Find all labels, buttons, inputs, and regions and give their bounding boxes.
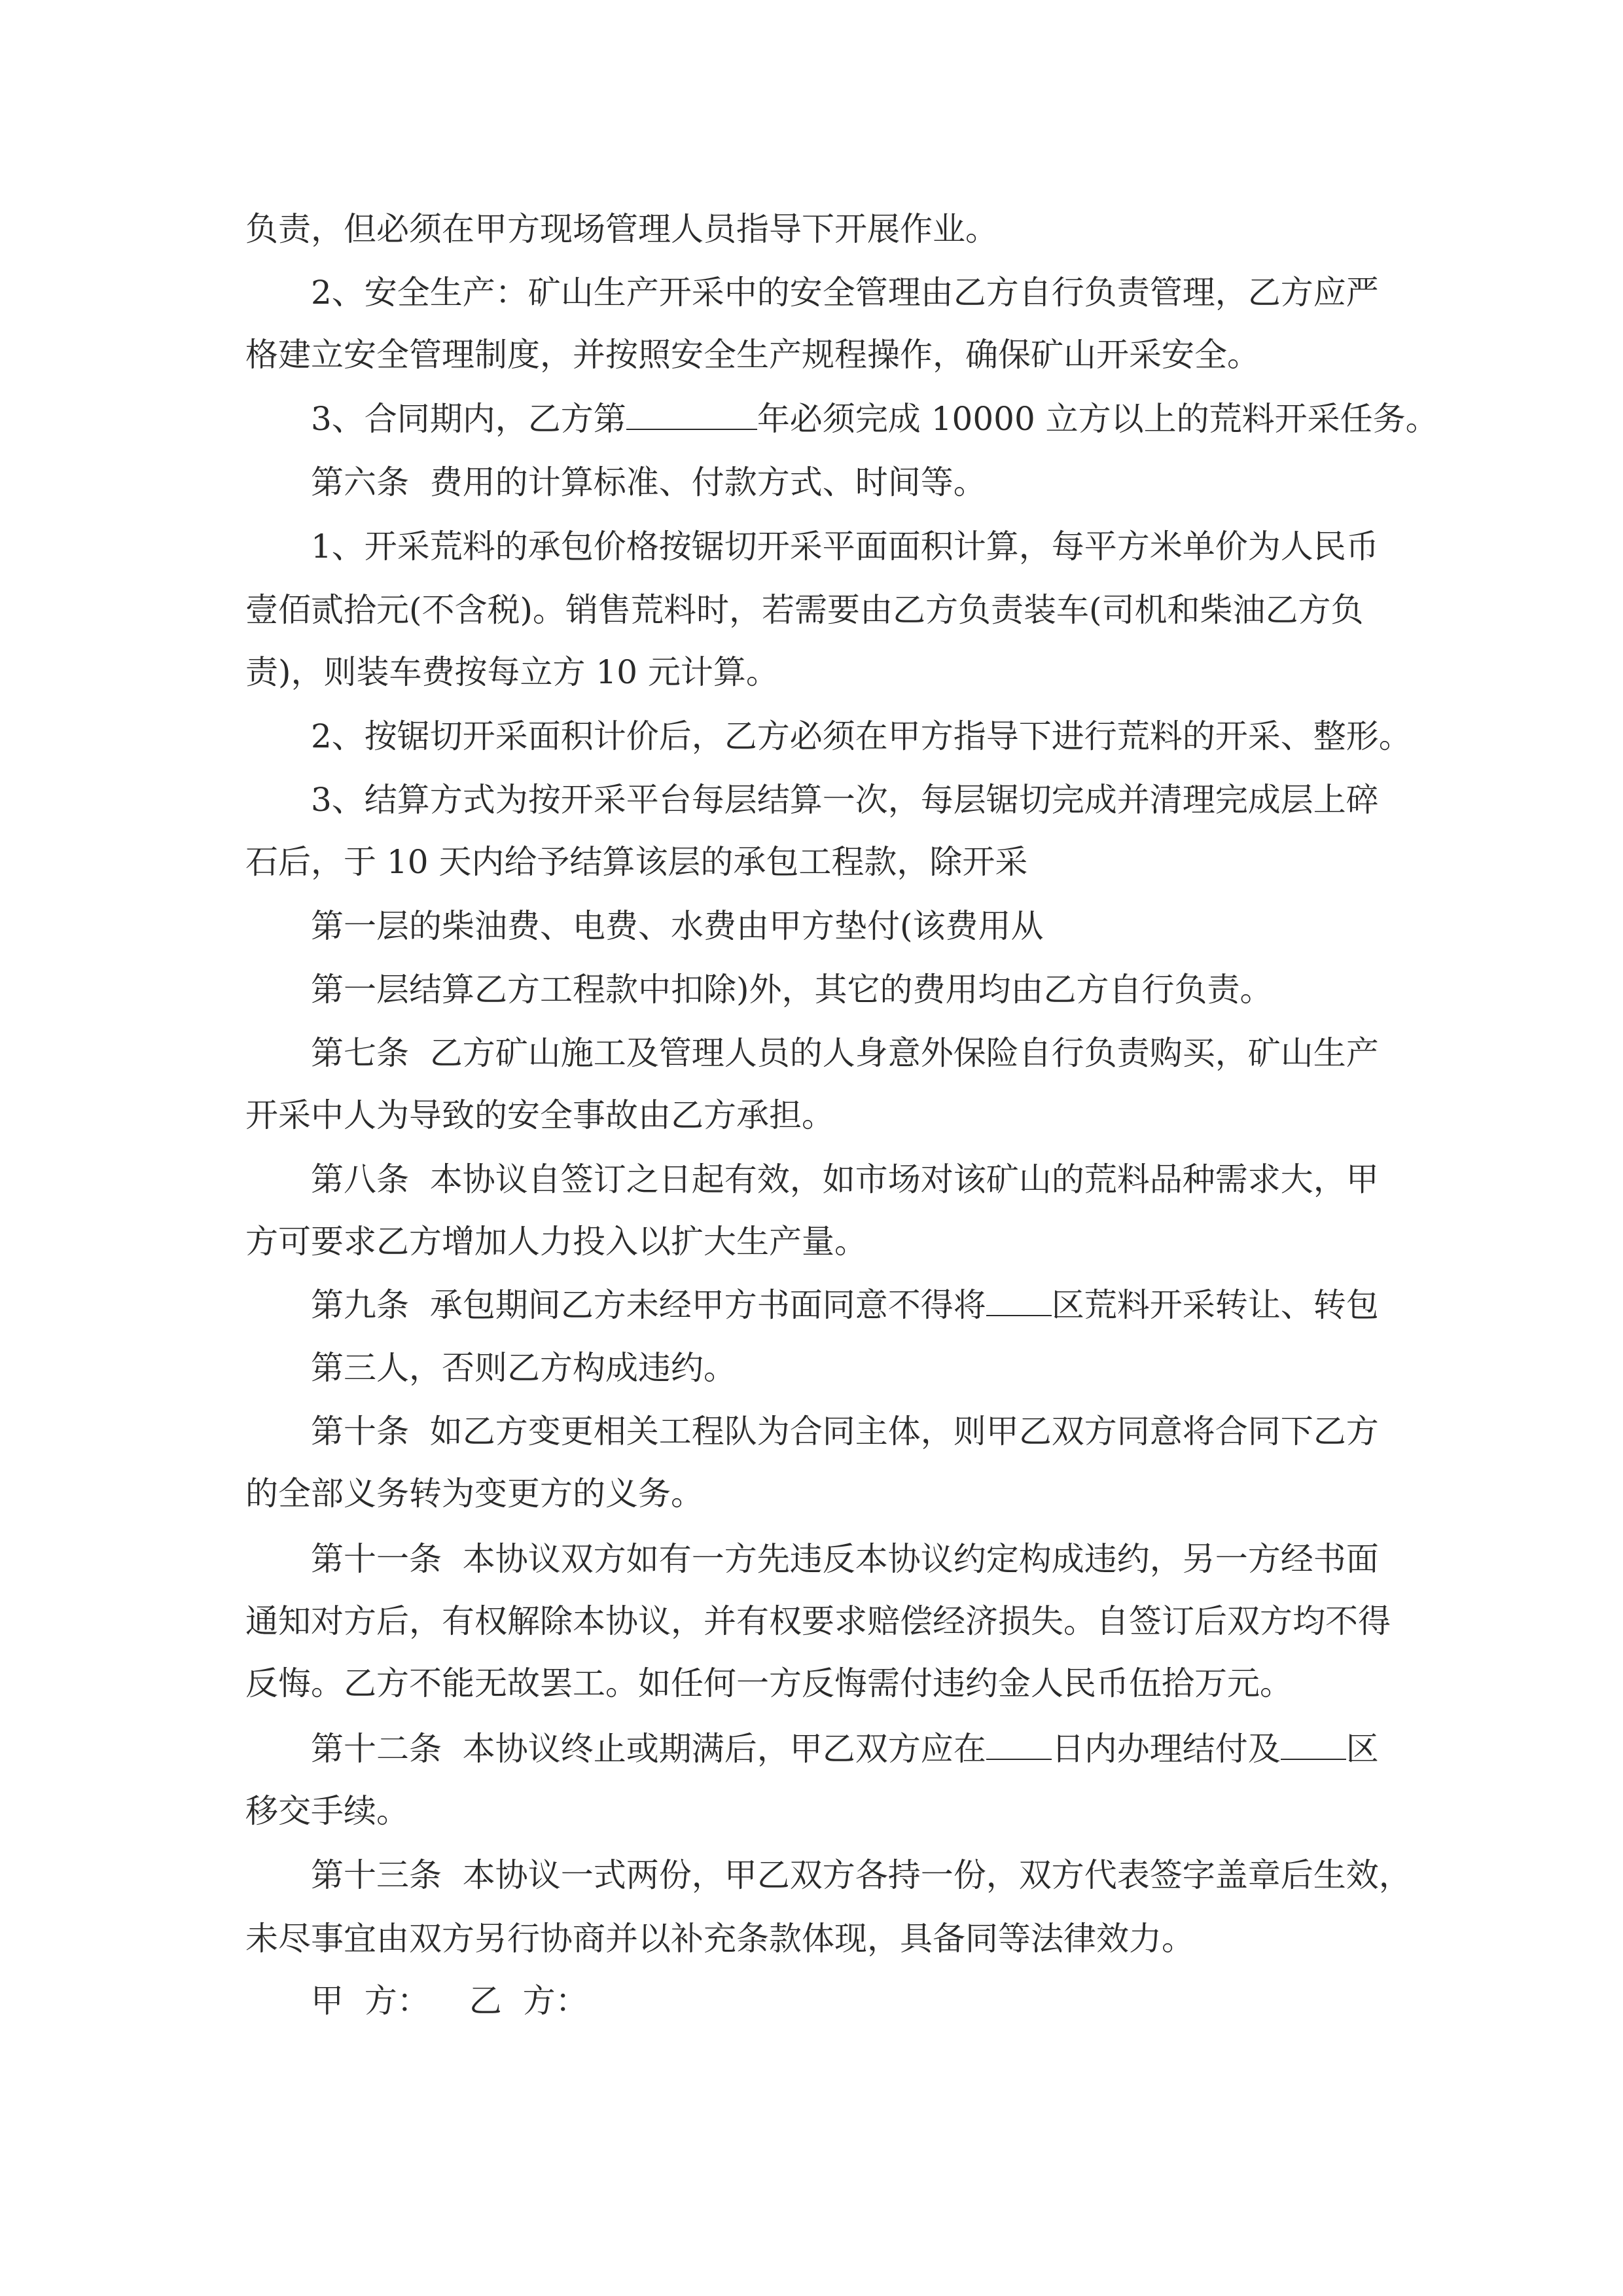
text-segment: 第九条 承包期间乙方未经甲方书面同意不得将 [311,1286,986,1324]
text-segment: 区 [1346,1730,1379,1768]
text-segment: 3、合同期内，乙方第 [311,400,626,438]
fill-in-blank [986,1732,1052,1760]
paragraph-line: 第十一条 本协议双方如有一方先违反本协议约定构成违约，另一方经书面 [311,1540,1379,1578]
paragraph-line: 负责，但必须在甲方现场管理人员指导下开展作业。 [245,210,998,248]
paragraph-line: 第三人，否则乙方构成违约。 [311,1349,736,1387]
paragraph-line: 2、安全生产：矿山生产开采中的安全管理由乙方自行负责管理，乙方应严 [311,274,1379,312]
fill-in-blank [1281,1732,1346,1760]
paragraph-line: 通知对方后，有权解除本协议，并有权要求赔偿经济损失。自签订后双方均不得 [245,1602,1391,1640]
paragraph-line [311,398,1438,440]
paragraph-line: 第十三条 本协议一式两份，甲乙双方各持一份，双方代表签字盖章后生效， [311,1856,1412,1894]
party-b-label: 乙 方： [469,1982,588,2020]
paragraph-line: 开采中人为导致的安全事故由乙方承担。 [245,1096,834,1134]
paragraph-line: 方可要求乙方增加人力投入以扩大生产量。 [245,1223,867,1261]
paragraph-line: 反悔。乙方不能无故罢工。如任何一方反悔需付违约金人民币伍拾万元。 [245,1664,1293,1702]
fill-in-blank [986,1289,1052,1316]
text-segment: 第十二条 本协议终止或期满后，甲乙双方应在 [311,1730,986,1768]
paragraph-line: 石后，于 10 天内给予结算该层的承包工程款，除开采 [245,843,1028,881]
paragraph-line: 未尽事宜由双方另行协商并以补充条款体现，具备同等法律效力。 [245,1920,1194,1958]
text-segment: 日内办理结付及 [1051,1730,1281,1768]
signature-line [311,1980,588,2022]
paragraph-line [311,1728,1379,1770]
fill-in-blank [626,403,757,430]
paragraph-line: 壹佰贰拾元(不含税)。销售荒料时，若需要由乙方负责装车(司机和柴油乙方负 [245,591,1364,629]
text-segment: 年必须完成 10000 立方以上的荒料开采任务。 [757,400,1438,438]
paragraph-line: 第十条 如乙方变更相关工程队为合同主体，则甲乙双方同意将合同下乙方 [311,1412,1379,1450]
party-a-label: 甲 方： [311,1982,430,2020]
paragraph-line: 3、结算方式为按开采平台每层结算一次，每层锯切完成并清理完成层上碎 [311,781,1379,819]
paragraph-line: 格建立安全管理制度，并按照安全生产规程操作，确保矿山开采安全。 [245,336,1260,374]
text-segment: 区荒料开采转让、转包 [1051,1286,1379,1324]
paragraph-line: 的全部义务转为变更方的义务。 [245,1475,704,1513]
paragraph-line [311,1284,1379,1326]
paragraph-line: 移交手续。 [245,1792,409,1830]
paragraph-line: 2、按锯切开采面积计价后，乙方必须在甲方指导下进行荒料的开采、整形。 [311,717,1412,755]
section-heading: 第六条 费用的计算标准、付款方式、时间等。 [311,463,986,501]
paragraph-line: 第一层结算乙方工程款中扣除)外，其它的费用均由乙方自行负责。 [311,971,1273,1009]
paragraph-line: 第一层的柴油费、电费、水费由甲方垫付(该费用从 [311,907,1044,945]
paragraph-line: 责)，则装车费按每立方 10 元计算。 [245,653,779,691]
paragraph-line: 第七条 乙方矿山施工及管理人员的人身意外保险自行负责购买，矿山生产 [311,1034,1379,1072]
paragraph-line: 1、开采荒料的承包价格按锯切开采平面面积计算，每平方米单价为人民币 [311,528,1379,565]
paragraph-line: 第八条 本协议自签订之日起有效，如市场对该矿山的荒料品种需求大，甲 [311,1160,1379,1198]
